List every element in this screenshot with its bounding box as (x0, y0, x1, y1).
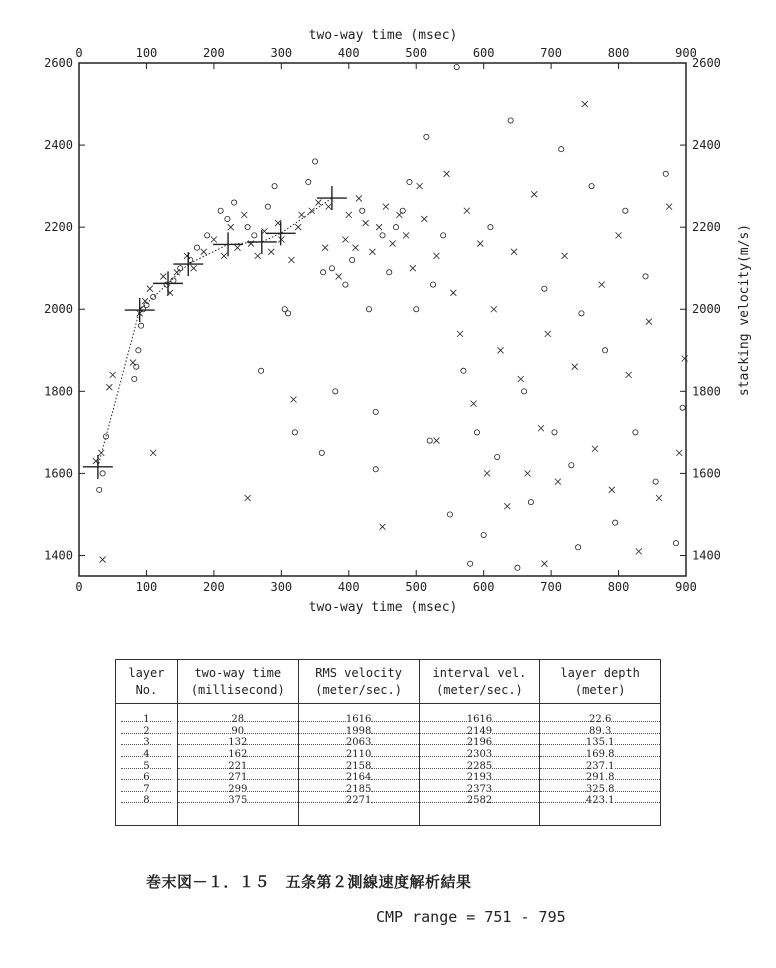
table-cell-time (177, 749, 298, 761)
bottom-axis-title: two-way time (msec) (308, 600, 458, 615)
semblance-pick-cross (464, 208, 470, 214)
y-tick-label-left: 2000 (44, 302, 73, 317)
table-cell-rms (298, 704, 419, 726)
table-cell-value: 28 (231, 714, 245, 726)
semblance-pick-circle (194, 245, 199, 250)
semblance-pick-circle (579, 311, 584, 316)
table-cell-value: 2193 (466, 772, 493, 784)
semblance-pick-cross (511, 249, 517, 255)
semblance-pick-circle (225, 216, 230, 221)
table-cell-value: 2196 (466, 737, 493, 749)
table-cell-value: 2063 (345, 737, 372, 749)
semblance-pick-circle (495, 454, 500, 459)
velocity-pick-marker (125, 298, 155, 322)
table-cell-value: 299 (228, 783, 248, 795)
x-tick-label-top: 300 (270, 46, 293, 60)
table-cell-value: 2158 (345, 760, 372, 772)
semblance-pick-cross (326, 204, 332, 210)
table-cell-value: 2582 (466, 795, 493, 807)
table-cell-value: 3 (143, 737, 150, 749)
semblance-pick-cross (356, 195, 362, 201)
semblance-pick-circle (373, 409, 378, 414)
semblance-pick-circle (393, 225, 398, 230)
semblance-pick-circle (292, 430, 297, 435)
semblance-pick-cross (342, 236, 348, 242)
semblance-pick-cross (609, 487, 615, 493)
table-cell-value: 1616 (345, 714, 372, 726)
table-cell-value: 135.1 (585, 737, 615, 749)
semblance-pick-cross (383, 204, 389, 210)
semblance-pick-cross (626, 372, 632, 378)
semblance-pick-circle (178, 266, 183, 271)
semblance-pick-circle (132, 376, 137, 381)
column-header-text: (meter/sec.) (315, 683, 402, 697)
semblance-pick-circle (528, 500, 533, 505)
semblance-pick-circle (265, 204, 270, 209)
x-tick-label-bottom: 600 (472, 580, 495, 594)
column-header (540, 660, 661, 704)
table-cell-time (177, 704, 298, 726)
semblance-pick-circle (252, 233, 257, 238)
semblance-pick-cross (346, 212, 352, 218)
table-cell-interval (419, 760, 540, 772)
table-cell-value: 169.8 (585, 749, 615, 761)
semblance-pick-cross (676, 450, 682, 456)
semblance-pick-cross (504, 503, 510, 509)
semblance-pick-circle (333, 389, 338, 394)
semblance-pick-circle (285, 311, 290, 316)
top-axis-title: two-way time (msec) (308, 28, 458, 43)
x-tick-label-top: 900 (675, 46, 697, 60)
semblance-pick-circle (232, 200, 237, 205)
table-cell-rms (298, 760, 419, 772)
semblance-pick-circle (515, 565, 520, 570)
table-cell-value: 1616 (466, 714, 493, 726)
semblance-pick-circle (312, 159, 317, 164)
x-tick-label-top: 800 (607, 46, 630, 60)
table-cell-value: 375 (228, 795, 248, 807)
semblance-pick-circle (138, 323, 143, 328)
y-tick-label-left: 2400 (44, 138, 73, 153)
semblance-pick-cross (592, 446, 598, 452)
semblance-pick-cross (369, 249, 375, 255)
semblance-pick-circle (623, 208, 628, 213)
semblance-pick-cross (211, 236, 217, 242)
semblance-pick-cross (457, 331, 463, 337)
semblance-pick-circle (424, 134, 429, 139)
semblance-pick-circle (387, 270, 392, 275)
table-cell-value: 1 (143, 714, 150, 726)
table-cell-interval (419, 795, 540, 825)
table-cell-rms (298, 784, 419, 796)
semblance-pick-cross (396, 212, 402, 218)
table-cell-interval (419, 704, 540, 726)
table-cell-value: 22.6 (589, 714, 612, 726)
table-row (116, 749, 661, 761)
semblance-pick-cross (433, 253, 439, 259)
table-cell-no (116, 726, 178, 738)
column-header-text: RMS velocity (315, 666, 402, 680)
table-cell-time (177, 760, 298, 772)
semblance-pick-cross (106, 384, 112, 390)
figure-caption: 巻末図－１．１５ 五条第２測線速度解析結果 (146, 873, 472, 891)
x-tick-label-top: 500 (405, 46, 428, 60)
table-cell-value: 132 (228, 737, 248, 749)
semblance-pick-cross (403, 232, 409, 238)
table-cell-no (116, 704, 178, 726)
semblance-pick-cross (130, 360, 136, 366)
semblance-pick-circle (407, 179, 412, 184)
plot-frame (79, 63, 686, 576)
table-row (116, 784, 661, 796)
table-cell-value: 2164 (345, 772, 372, 784)
y-tick-label-right: 2200 (692, 220, 721, 235)
table-cell-value: 89.3 (589, 725, 612, 737)
semblance-pick-cross (518, 376, 524, 382)
semblance-pick-circle (488, 225, 493, 230)
semblance-pick-circle (589, 184, 594, 189)
semblance-pick-cross (201, 249, 207, 255)
semblance-pick-circle (575, 545, 580, 550)
semblance-pick-cross (531, 191, 537, 197)
semblance-pick-cross (555, 479, 561, 485)
column-header (177, 660, 298, 704)
column-header-text: layer depth (560, 666, 640, 680)
table-cell-value: 1998 (345, 725, 372, 737)
semblance-pick-cross (636, 548, 642, 554)
semblance-pick-cross (245, 495, 251, 501)
column-header (419, 660, 540, 704)
semblance-pick-circle (481, 532, 486, 537)
x-tick-label-bottom: 100 (135, 580, 158, 594)
velocity-pick-marker (173, 252, 203, 276)
table-header-row (116, 660, 661, 704)
semblance-pick-cross (450, 290, 456, 296)
x-tick-label-bottom: 900 (675, 580, 697, 594)
x-tick-label-top: 200 (203, 46, 225, 60)
table-cell-rms (298, 795, 419, 825)
right-axis-title: stacking velocity(m/s) (737, 223, 752, 397)
y-tick-label-right: 2400 (692, 138, 721, 153)
x-tick-label-top: 400 (337, 46, 360, 60)
table-cell-depth (540, 749, 661, 761)
semblance-pick-circle (613, 520, 618, 525)
table-cell-interval (419, 784, 540, 796)
table-cell-depth (540, 760, 661, 772)
semblance-pick-cross (376, 224, 382, 230)
semblance-pick-cross (241, 212, 247, 218)
table-cell-value: 325.8 (585, 783, 615, 795)
table-cell-value: 2110 (345, 749, 372, 761)
semblance-pick-circle (366, 307, 371, 312)
table-cell-interval (419, 726, 540, 738)
semblance-pick-circle (461, 368, 466, 373)
table-cell-no (116, 737, 178, 749)
semblance-pick-cross (390, 241, 396, 247)
semblance-pick-circle (205, 233, 210, 238)
semblance-pick-cross (562, 253, 568, 259)
semblance-pick-cross (299, 212, 305, 218)
y-tick-label-left: 2200 (44, 220, 73, 235)
semblance-pick-circle (97, 487, 102, 492)
semblance-pick-circle (343, 282, 348, 287)
semblance-pick-cross (353, 245, 359, 251)
semblance-pick-circle (321, 270, 326, 275)
semblance-pick-cross (491, 306, 497, 312)
table-cell-value: 2271 (345, 795, 372, 807)
table-cell-value: 162 (228, 749, 248, 761)
semblance-pick-cross (582, 101, 588, 107)
y-tick-label-left: 1600 (44, 466, 73, 481)
table-cell-value: 423.1 (585, 795, 615, 807)
table-cell-value: 2303 (466, 749, 493, 761)
table-cell-value: 2 (143, 725, 150, 737)
semblance-pick-cross (110, 372, 116, 378)
semblance-pick-circle (136, 348, 141, 353)
x-tick-label-bottom: 0 (75, 580, 83, 594)
semblance-pick-cross (410, 265, 416, 271)
semblance-pick-circle (454, 65, 459, 70)
semblance-pick-circle (400, 208, 405, 213)
table-cell-rms (298, 749, 419, 761)
column-header-text: (meter) (574, 683, 626, 697)
table-cell-depth (540, 772, 661, 784)
table-cell-value: 6 (143, 772, 150, 784)
semblance-pick-circle (350, 257, 355, 262)
semblance-pick-cross (290, 397, 296, 403)
table-cell-time (177, 784, 298, 796)
velocity-pick-marker (213, 232, 243, 256)
semblance-pick-cross (433, 438, 439, 444)
semblance-pick-cross (336, 273, 342, 279)
column-header-text: interval vel. (432, 666, 527, 680)
x-tick-label-bottom: 400 (337, 580, 360, 594)
velocity-pick-marker (153, 271, 183, 295)
semblance-pick-cross (616, 232, 622, 238)
table-cell-time (177, 772, 298, 784)
table-cell-value: 271 (228, 772, 248, 784)
semblance-pick-cross (288, 257, 294, 263)
table-cell-time (177, 726, 298, 738)
x-tick-label-bottom: 200 (203, 580, 225, 594)
semblance-pick-circle (569, 463, 574, 468)
table-cell-depth (540, 784, 661, 796)
semblance-pick-circle (447, 512, 452, 517)
table-cell-no (116, 795, 178, 825)
x-tick-label-bottom: 800 (607, 580, 630, 594)
semblance-pick-circle (663, 171, 668, 176)
table-cell-depth (540, 726, 661, 738)
y-tick-label-left: 1400 (44, 548, 73, 563)
column-header-text: No. (135, 683, 158, 697)
semblance-pick-cross (541, 561, 547, 567)
y-tick-label-right: 1400 (692, 548, 721, 563)
semblance-pick-cross (545, 331, 551, 337)
column-header-text: layer (128, 666, 165, 680)
semblance-pick-cross (147, 286, 153, 292)
semblance-pick-circle (441, 233, 446, 238)
table-cell-depth (540, 704, 661, 726)
semblance-pick-circle (427, 438, 432, 443)
cmp-range-label: CMP range = 751 - 795 (376, 908, 566, 926)
table-cell-value: 237.1 (585, 760, 615, 772)
column-header-text: two-way time (194, 666, 282, 680)
x-tick-label-bottom: 500 (405, 580, 428, 594)
semblance-pick-cross (234, 245, 240, 251)
semblance-pick-cross (444, 171, 450, 177)
column-header-text: (millisecond) (190, 683, 285, 697)
table-cell-rms (298, 726, 419, 738)
semblance-pick-cross (380, 524, 386, 530)
semblance-pick-cross (160, 273, 166, 279)
table-cell-no (116, 760, 178, 772)
table-body (116, 704, 661, 826)
semblance-pick-circle (653, 479, 658, 484)
table-cell-value: 4 (143, 749, 150, 761)
semblance-pick-cross (682, 355, 688, 361)
semblance-pick-circle (474, 430, 479, 435)
semblance-pick-circle (522, 389, 527, 394)
table-cell-value: 90 (231, 725, 245, 737)
column-header-text: (meter/sec.) (436, 683, 523, 697)
table-cell-value: 2185 (345, 783, 372, 795)
semblance-pick-circle (602, 348, 607, 353)
semblance-pick-circle (100, 471, 105, 476)
semblance-pick-cross (477, 241, 483, 247)
table-cell-value: 2285 (466, 760, 493, 772)
semblance-pick-circle (673, 541, 678, 546)
y-tick-label-right: 1600 (692, 466, 721, 481)
table-cell-value: 221 (228, 760, 248, 772)
semblance-pick-cross (255, 253, 261, 259)
column-header (298, 660, 419, 704)
semblance-pick-cross (498, 347, 504, 353)
semblance-pick-cross (100, 557, 106, 563)
table-row (116, 760, 661, 772)
table-row (116, 726, 661, 738)
semblance-pick-circle (329, 266, 334, 271)
table-cell-no (116, 749, 178, 761)
x-tick-label-top: 600 (472, 46, 495, 60)
semblance-pick-circle (218, 208, 223, 213)
semblance-pick-circle (680, 405, 685, 410)
semblance-pick-cross (656, 495, 662, 501)
semblance-pick-circle (380, 233, 385, 238)
semblance-pick-cross (666, 204, 672, 210)
semblance-pick-cross (322, 245, 328, 251)
velocity-results-table (115, 659, 661, 826)
table-row (116, 795, 661, 825)
x-tick-label-bottom: 300 (270, 580, 293, 594)
semblance-pick-cross (538, 425, 544, 431)
semblance-pick-circle (360, 208, 365, 213)
semblance-pick-circle (245, 225, 250, 230)
semblance-pick-cross (417, 183, 423, 189)
table-cell-value: 7 (143, 783, 150, 795)
table-cell-interval (419, 737, 540, 749)
column-header (116, 660, 178, 704)
table-row (116, 737, 661, 749)
x-tick-label-top: 100 (135, 46, 158, 60)
table-cell-interval (419, 749, 540, 761)
semblance-pick-cross (315, 200, 321, 206)
y-tick-label-left: 1800 (44, 384, 73, 399)
table-cell-value: 291.8 (585, 772, 615, 784)
semblance-pick-circle (559, 147, 564, 152)
semblance-pick-cross (228, 224, 234, 230)
semblance-pick-circle (468, 561, 473, 566)
semblance-pick-cross (184, 253, 190, 259)
semblance-pick-cross (221, 253, 227, 259)
table-cell-value: 2149 (466, 725, 493, 737)
semblance-pick-cross (646, 319, 652, 325)
y-tick-label-left: 2600 (44, 56, 73, 70)
semblance-pick-circle (508, 118, 513, 123)
table-cell-time (177, 795, 298, 825)
semblance-pick-cross (191, 265, 197, 271)
semblance-pick-cross (363, 220, 369, 226)
semblance-pick-circle (373, 467, 378, 472)
table-cell-no (116, 772, 178, 784)
table-cell-rms (298, 772, 419, 784)
semblance-pick-circle (103, 434, 108, 439)
semblance-pick-cross (599, 282, 605, 288)
semblance-pick-cross (471, 401, 477, 407)
semblance-pick-cross (295, 224, 301, 230)
y-tick-label-right: 2000 (692, 302, 721, 317)
table-cell-no (116, 784, 178, 796)
table-cell-interval (419, 772, 540, 784)
x-tick-label-top: 700 (540, 46, 562, 60)
semblance-pick-cross (268, 249, 274, 255)
semblance-pick-cross (572, 364, 578, 370)
semblance-pick-circle (414, 307, 419, 312)
semblance-pick-cross (421, 216, 427, 222)
semblance-pick-circle (552, 430, 557, 435)
velocity-pick-marker (317, 186, 347, 210)
semblance-pick-circle (542, 286, 547, 291)
y-tick-label-right: 2600 (692, 56, 721, 70)
semblance-pick-cross (484, 470, 490, 476)
table-cell-value: 8 (143, 795, 150, 807)
semblance-pick-cross (150, 450, 156, 456)
semblance-pick-circle (259, 368, 264, 373)
semblance-pick-circle (319, 450, 324, 455)
table-cell-depth (540, 795, 661, 825)
semblance-pick-circle (430, 282, 435, 287)
semblance-pick-circle (134, 364, 139, 369)
semblance-pick-circle (306, 179, 311, 184)
table-cell-value: 2373 (466, 783, 493, 795)
table-cell-value: 5 (143, 760, 150, 772)
table-cell-time (177, 737, 298, 749)
semblance-pick-circle (171, 278, 176, 283)
x-tick-label-top: 0 (75, 46, 83, 60)
semblance-pick-circle (643, 274, 648, 279)
table-cell-depth (540, 737, 661, 749)
table-row (116, 772, 661, 784)
semblance-pick-circle (633, 430, 638, 435)
semblance-pick-cross (525, 470, 531, 476)
table-row (116, 704, 661, 726)
velocity-pick-marker (83, 455, 113, 479)
x-tick-label-bottom: 700 (540, 580, 562, 594)
y-tick-label-right: 1800 (692, 384, 721, 399)
table-cell-rms (298, 737, 419, 749)
semblance-pick-circle (272, 184, 277, 189)
